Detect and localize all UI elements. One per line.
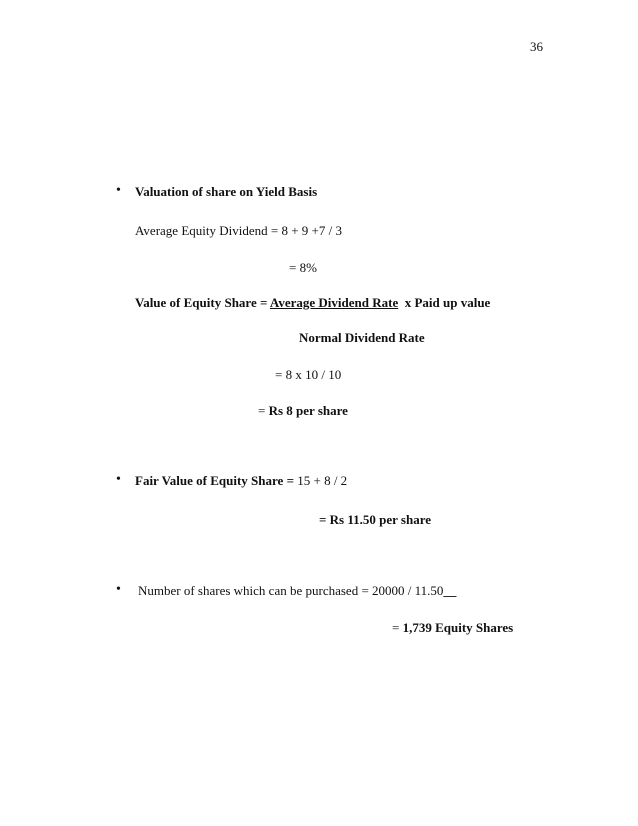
equity-value-numerator: Average Dividend Rate xyxy=(269,295,399,310)
fair-value-formula xyxy=(135,473,347,489)
equity-value-multiplier: x Paid up value xyxy=(404,295,491,310)
section-heading-yield: Valuation of share on Yield Basis xyxy=(135,184,318,199)
bullet-icon: • xyxy=(116,183,121,198)
shares-purchased-result-eq: = xyxy=(392,620,403,635)
shares-purchased-label: Number of shares which can be purchased = 20000 / 11.50 xyxy=(138,583,444,598)
avg-dividend-formula: Average Equity Dividend = 8 + 9 +7 / 3 xyxy=(135,223,342,238)
equity-value-formula xyxy=(135,295,490,311)
equity-value-calc: = 8 x 10 / 10 xyxy=(275,367,342,382)
page-number: 36 xyxy=(530,39,543,54)
avg-dividend-result: = 8% xyxy=(289,260,317,275)
shares-purchased-underscore: __ xyxy=(443,583,457,598)
equity-value-denominator: Normal Dividend Rate xyxy=(299,330,425,345)
shares-purchased-formula xyxy=(138,583,456,599)
equity-value-result xyxy=(258,403,348,419)
shares-purchased-result-amount: 1,739 Equity Shares xyxy=(402,620,514,635)
shares-purchased-result xyxy=(392,620,513,636)
fair-value-result: = Rs 11.50 per share xyxy=(319,512,432,527)
equity-value-result-eq: = xyxy=(258,403,269,418)
equity-value-result-amount: Rs 8 per share xyxy=(268,403,348,418)
fair-value-label: Fair Value of Equity Share = xyxy=(135,473,298,488)
fair-value-calc: 15 + 8 / 2 xyxy=(297,473,348,488)
equity-value-label: Value of Equity Share = xyxy=(135,295,270,310)
bullet-icon: • xyxy=(116,582,121,597)
bullet-icon: • xyxy=(116,472,121,487)
